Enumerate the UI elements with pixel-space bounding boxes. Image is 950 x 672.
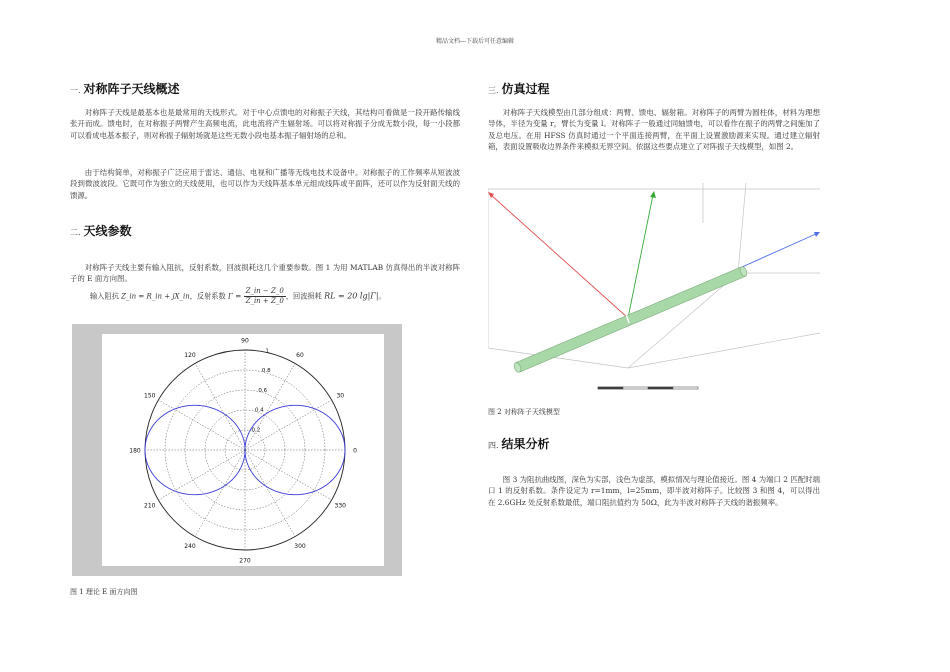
polar-angle-label: 30 xyxy=(336,392,345,400)
polar-radial-label: 0.4 xyxy=(254,407,264,414)
polar-radial-label: 0.6 xyxy=(258,387,268,394)
section-1-title: 对称阵子天线概述 xyxy=(83,82,180,96)
section-1-paragraph-2: 由于结构简单，对称振子广泛应用于雷达、通信、电视和广播等无线电技术设备中。对称振子的工作频率从短波波段到微波波段。它既可作为独立的天线使用，也可以作为天线阵基本单元组成线阵或平面阵，还可以作为反射面天线的馈源。 xyxy=(70,168,460,200)
section-2-paragraph-1: 对称阵子天线主要有输入阻抗，反射系数，回波损耗这几个重要参数。图 1 为用 MATLAB 仿真得出的半波对称阵子的 E 面方向图。 xyxy=(70,263,460,284)
polar-radial-label: 0.8 xyxy=(261,368,271,375)
return-loss-label: ，回波损耗 xyxy=(285,291,322,301)
section-1-heading xyxy=(70,80,180,97)
section-3-number: 三. xyxy=(488,86,499,95)
polar-angle-label: 210 xyxy=(144,502,156,510)
polar-angle-label: 180 xyxy=(129,447,141,455)
figure-2-antenna-model xyxy=(488,183,820,396)
section-3-heading xyxy=(488,80,550,97)
figure-1-polar-plot xyxy=(72,324,402,576)
section-1-paragraph-1: 对称阵子天线是最基本也是最常用的天线形式。对于中心点馈电的对称振子天线，其结构可看做是一段开路传输线张开而成。馈电时，在对称振子两臂产生高频电流，此电流将产生辐射场。可以将对称振子分成无数小段，每一小段都可以看成电基本振子，则对称振子辐射场就是这些无数小段电基本振子辐射场的总和。 xyxy=(70,108,460,140)
antenna-model-svg xyxy=(488,183,820,396)
polar-angle-label: 60 xyxy=(296,352,304,360)
polar-radial-label: 0.2 xyxy=(251,427,261,434)
input-impedance-formula: Z_in = R_in + jX_in xyxy=(121,292,190,301)
section-2-title: 天线参数 xyxy=(83,224,132,238)
reflection-fraction xyxy=(244,287,286,306)
polar-angle-label: 150 xyxy=(144,392,156,400)
polar-angle-label: 330 xyxy=(334,502,346,510)
section-2-number: 二. xyxy=(70,228,81,237)
section-4-paragraph-1: 图 3 为阻抗曲线图，深色为实部，浅色为虚部，模拟情况与理论值接近。图 4 为端口 2 匹配时端口 1 的反射系数。条件设定为 r=1mm，l=25mm，即半波对称阵子。比较图 3 和图 4，可以得出在 2.6GHz 处反射系数最低，端口阻抗值约为 50Ω，此为半波对称阵子天线的谐振频率。 xyxy=(488,475,820,507)
polar-plot-svg xyxy=(72,324,402,576)
polar-angle-label: 270 xyxy=(239,557,251,565)
section-4-number: 四. xyxy=(488,441,499,450)
section-1-number: 一. xyxy=(70,86,81,95)
formula-end: 。 xyxy=(378,291,386,301)
return-loss-formula: RL = 20 lg|Γ| xyxy=(324,291,379,301)
gamma-denominator: Z_in + Z_0 xyxy=(245,297,284,305)
page-header: 精品文档---下载后可任意编辑 xyxy=(435,38,515,45)
polar-angle-label: 120 xyxy=(184,352,196,360)
gamma-lhs: Γ = xyxy=(227,291,242,301)
section-4-title: 结果分析 xyxy=(501,437,550,451)
figure-2-caption: 图 2 对称阵子天线模型 xyxy=(488,408,560,416)
formula-line xyxy=(90,287,386,306)
polar-angle-label: 0 xyxy=(353,447,357,455)
section-3-title: 仿真过程 xyxy=(501,82,550,96)
reflection-label: ，反射系数 xyxy=(189,291,226,301)
section-2-heading xyxy=(70,222,132,239)
section-3-paragraph-1: 对称阵子天线模型由几部分组成：两臂、馈电、辐射箱。对称阵子的两臂为圆柱体，材料为理想导体，半径为变量 r，臂长为变量 l。对称阵子一般通过同轴馈电，可以看作在振子的两臂之间施加了及总电压。在用 HFSS 仿真时通过一个平面连接两臂，在平面上设置激励源来实现。通过建立辐射箱，表面设置吸收边界条件来模拟无界空间。依据这些要点建立了对阵振子天线模型，如图 2。 xyxy=(488,108,820,152)
polar-angle-label: 300 xyxy=(294,542,306,550)
section-4-heading xyxy=(488,435,550,452)
gamma-numerator: Z_in − Z_0 xyxy=(245,287,284,295)
polar-angle-label: 240 xyxy=(184,542,196,550)
figure-1-caption: 图 1 理论 E 面方向图 xyxy=(70,588,138,596)
polar-radial-label: 1 xyxy=(265,348,269,355)
input-impedance-label: 输入阻抗 xyxy=(90,291,119,301)
polar-angle-label: 90 xyxy=(241,337,249,345)
